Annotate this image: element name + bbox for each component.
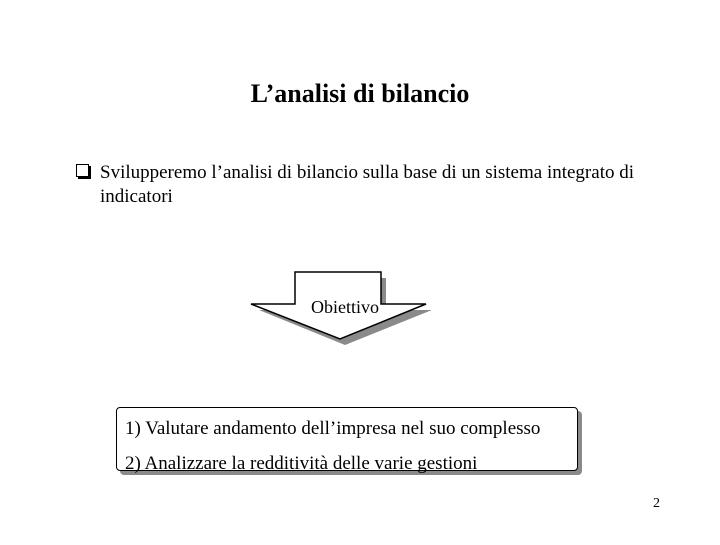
objective-item-2: 2) Analizzare la redditività delle varie gestioni bbox=[125, 453, 478, 474]
slide-title: L’analisi di bilancio bbox=[250, 79, 470, 108]
objectives-box bbox=[116, 407, 578, 474]
arrow-label: Obiettivo bbox=[311, 297, 379, 317]
objective-item-1: 1) Valutare andamento dell’impresa nel suo complesso bbox=[125, 418, 541, 439]
bullet-text: Svilupperemo l’analisi di bilancio sulla base di un sistema integrato di indicatori bbox=[100, 162, 635, 207]
page-number: 2 bbox=[653, 496, 660, 511]
